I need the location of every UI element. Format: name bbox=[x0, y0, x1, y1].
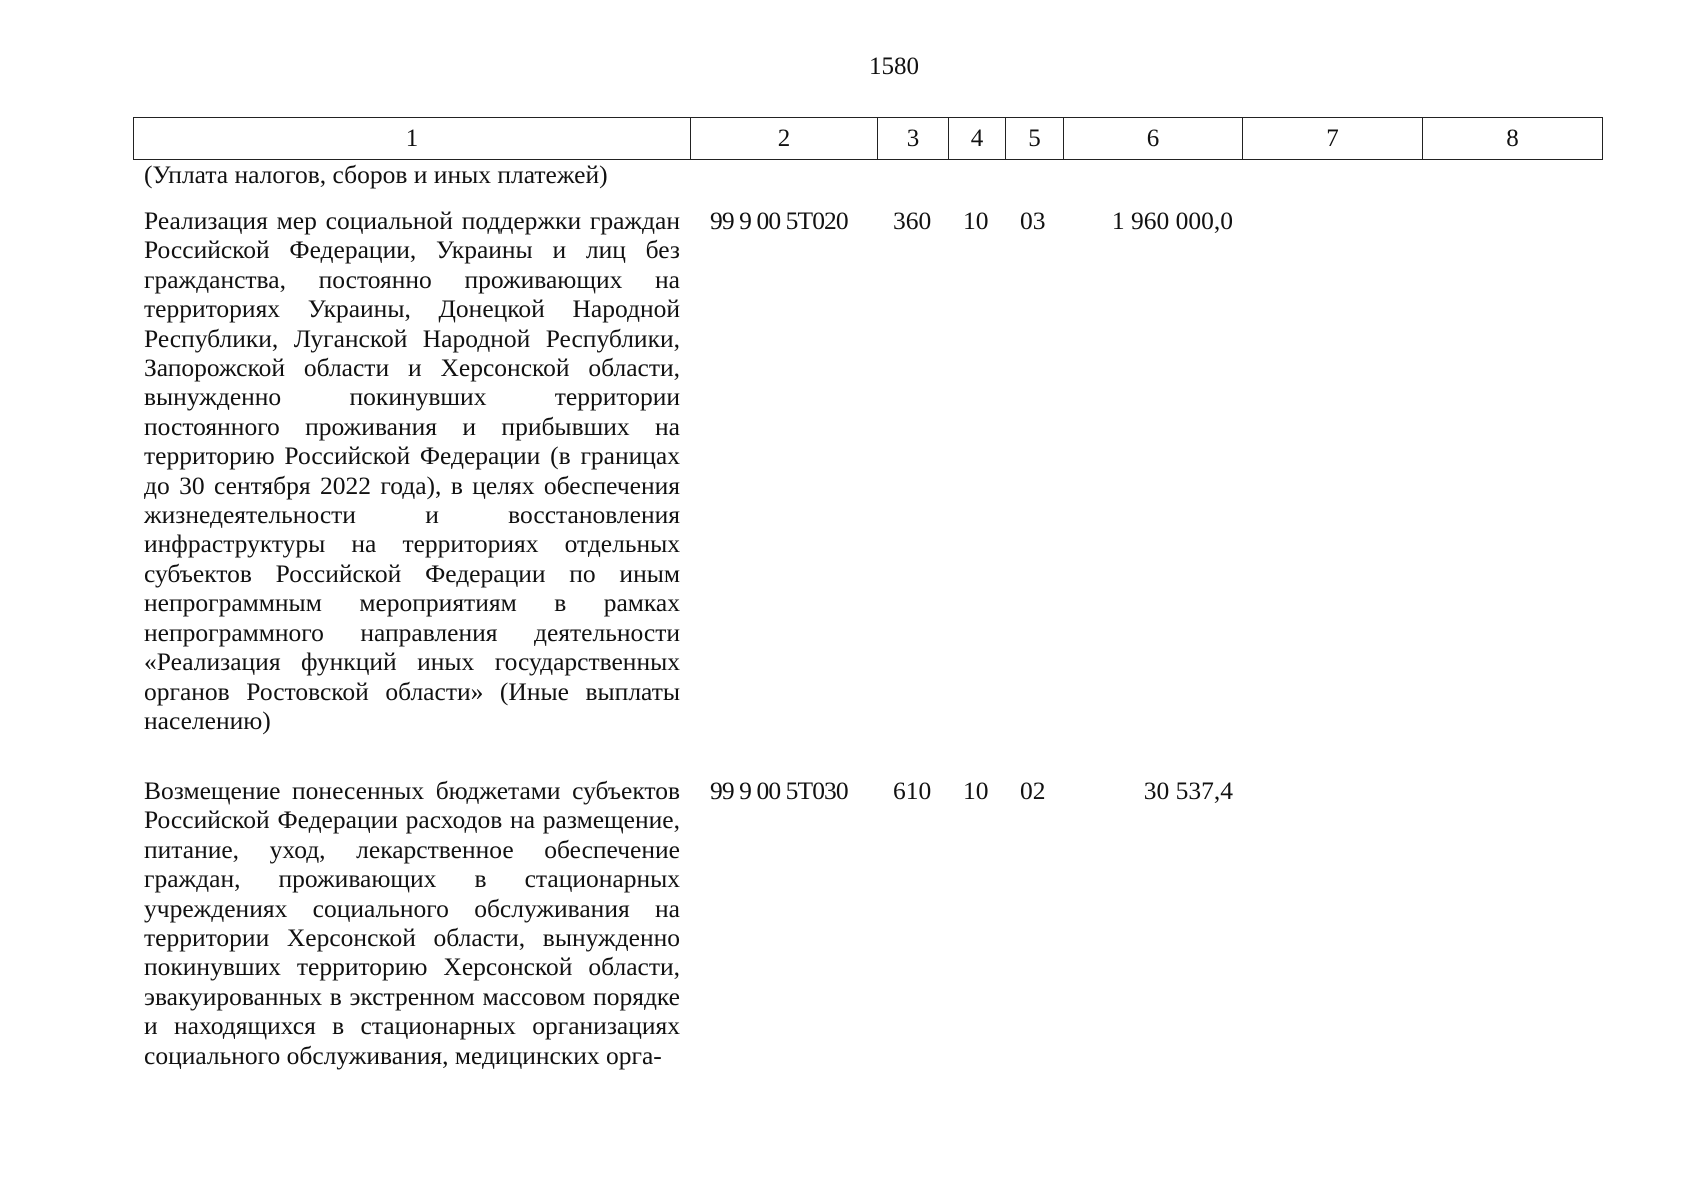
row-subsection: 02 bbox=[1020, 776, 1046, 805]
row-section: 10 bbox=[963, 206, 989, 235]
row-subsection: 03 bbox=[1020, 206, 1046, 235]
column-header-7: 7 bbox=[1243, 118, 1423, 160]
row-description: Реализация мер социальной поддержки граждан Российской Федерации, Украины и лиц без гражданства, постоянно проживающих на территориях Украины, Донецкой Народной Республики, Луганской Народной Республики, Запорожской области и Херсонской области, вынужденно покинувших территории постоянного проживания и прибывших на территорию Российской Федерации (в границах до 30 сентября 2022 года), в целях обеспечения жизнедеятельности и восстановления инфраструктуры на территориях отдельных субъектов Российской Федерации по иным непрограммным мероприятиям в рамках непрограммного направления деятельности «Реализация функций иных государственных органов Ростовской области» (Иные выплаты населению) bbox=[144, 206, 680, 735]
column-header-1: 1 bbox=[134, 118, 691, 160]
row-description: Возмещение понесенных бюджетами субъектов Российской Федерации расходов на размещение, питание, уход, лекарственное обеспечение граждан, проживающих в стационарных учреждениях социального обслуживания на территории Херсонской области, вынужденно покинувших территорию Херсонской области, эвакуированных в экстренном массовом порядке и находящихся в стационарных организациях социального обслуживания, медицинских орга- bbox=[144, 776, 680, 1070]
row-amount: 1 960 000,0 bbox=[1111, 206, 1233, 235]
row-target-code: 99 9 00 5Т030 bbox=[710, 776, 848, 805]
column-header-6: 6 bbox=[1064, 118, 1243, 160]
column-header-table bbox=[133, 117, 1603, 160]
page-number: 1580 bbox=[869, 53, 919, 80]
row-section: 10 bbox=[963, 776, 989, 805]
row-expense-type: 360 bbox=[893, 206, 932, 235]
row-amount: 30 537,4 bbox=[1143, 776, 1233, 805]
row-description: (Уплата налогов, сборов и иных платежей) bbox=[144, 160, 608, 189]
row-expense-type: 610 bbox=[893, 776, 932, 805]
row-target-code: 99 9 00 5Т020 bbox=[710, 206, 848, 235]
column-header-8: 8 bbox=[1423, 118, 1603, 160]
column-header-3: 3 bbox=[878, 118, 949, 160]
column-header-row bbox=[134, 118, 1603, 160]
column-header-5: 5 bbox=[1006, 118, 1064, 160]
column-header-4: 4 bbox=[949, 118, 1006, 160]
column-header-2: 2 bbox=[691, 118, 878, 160]
